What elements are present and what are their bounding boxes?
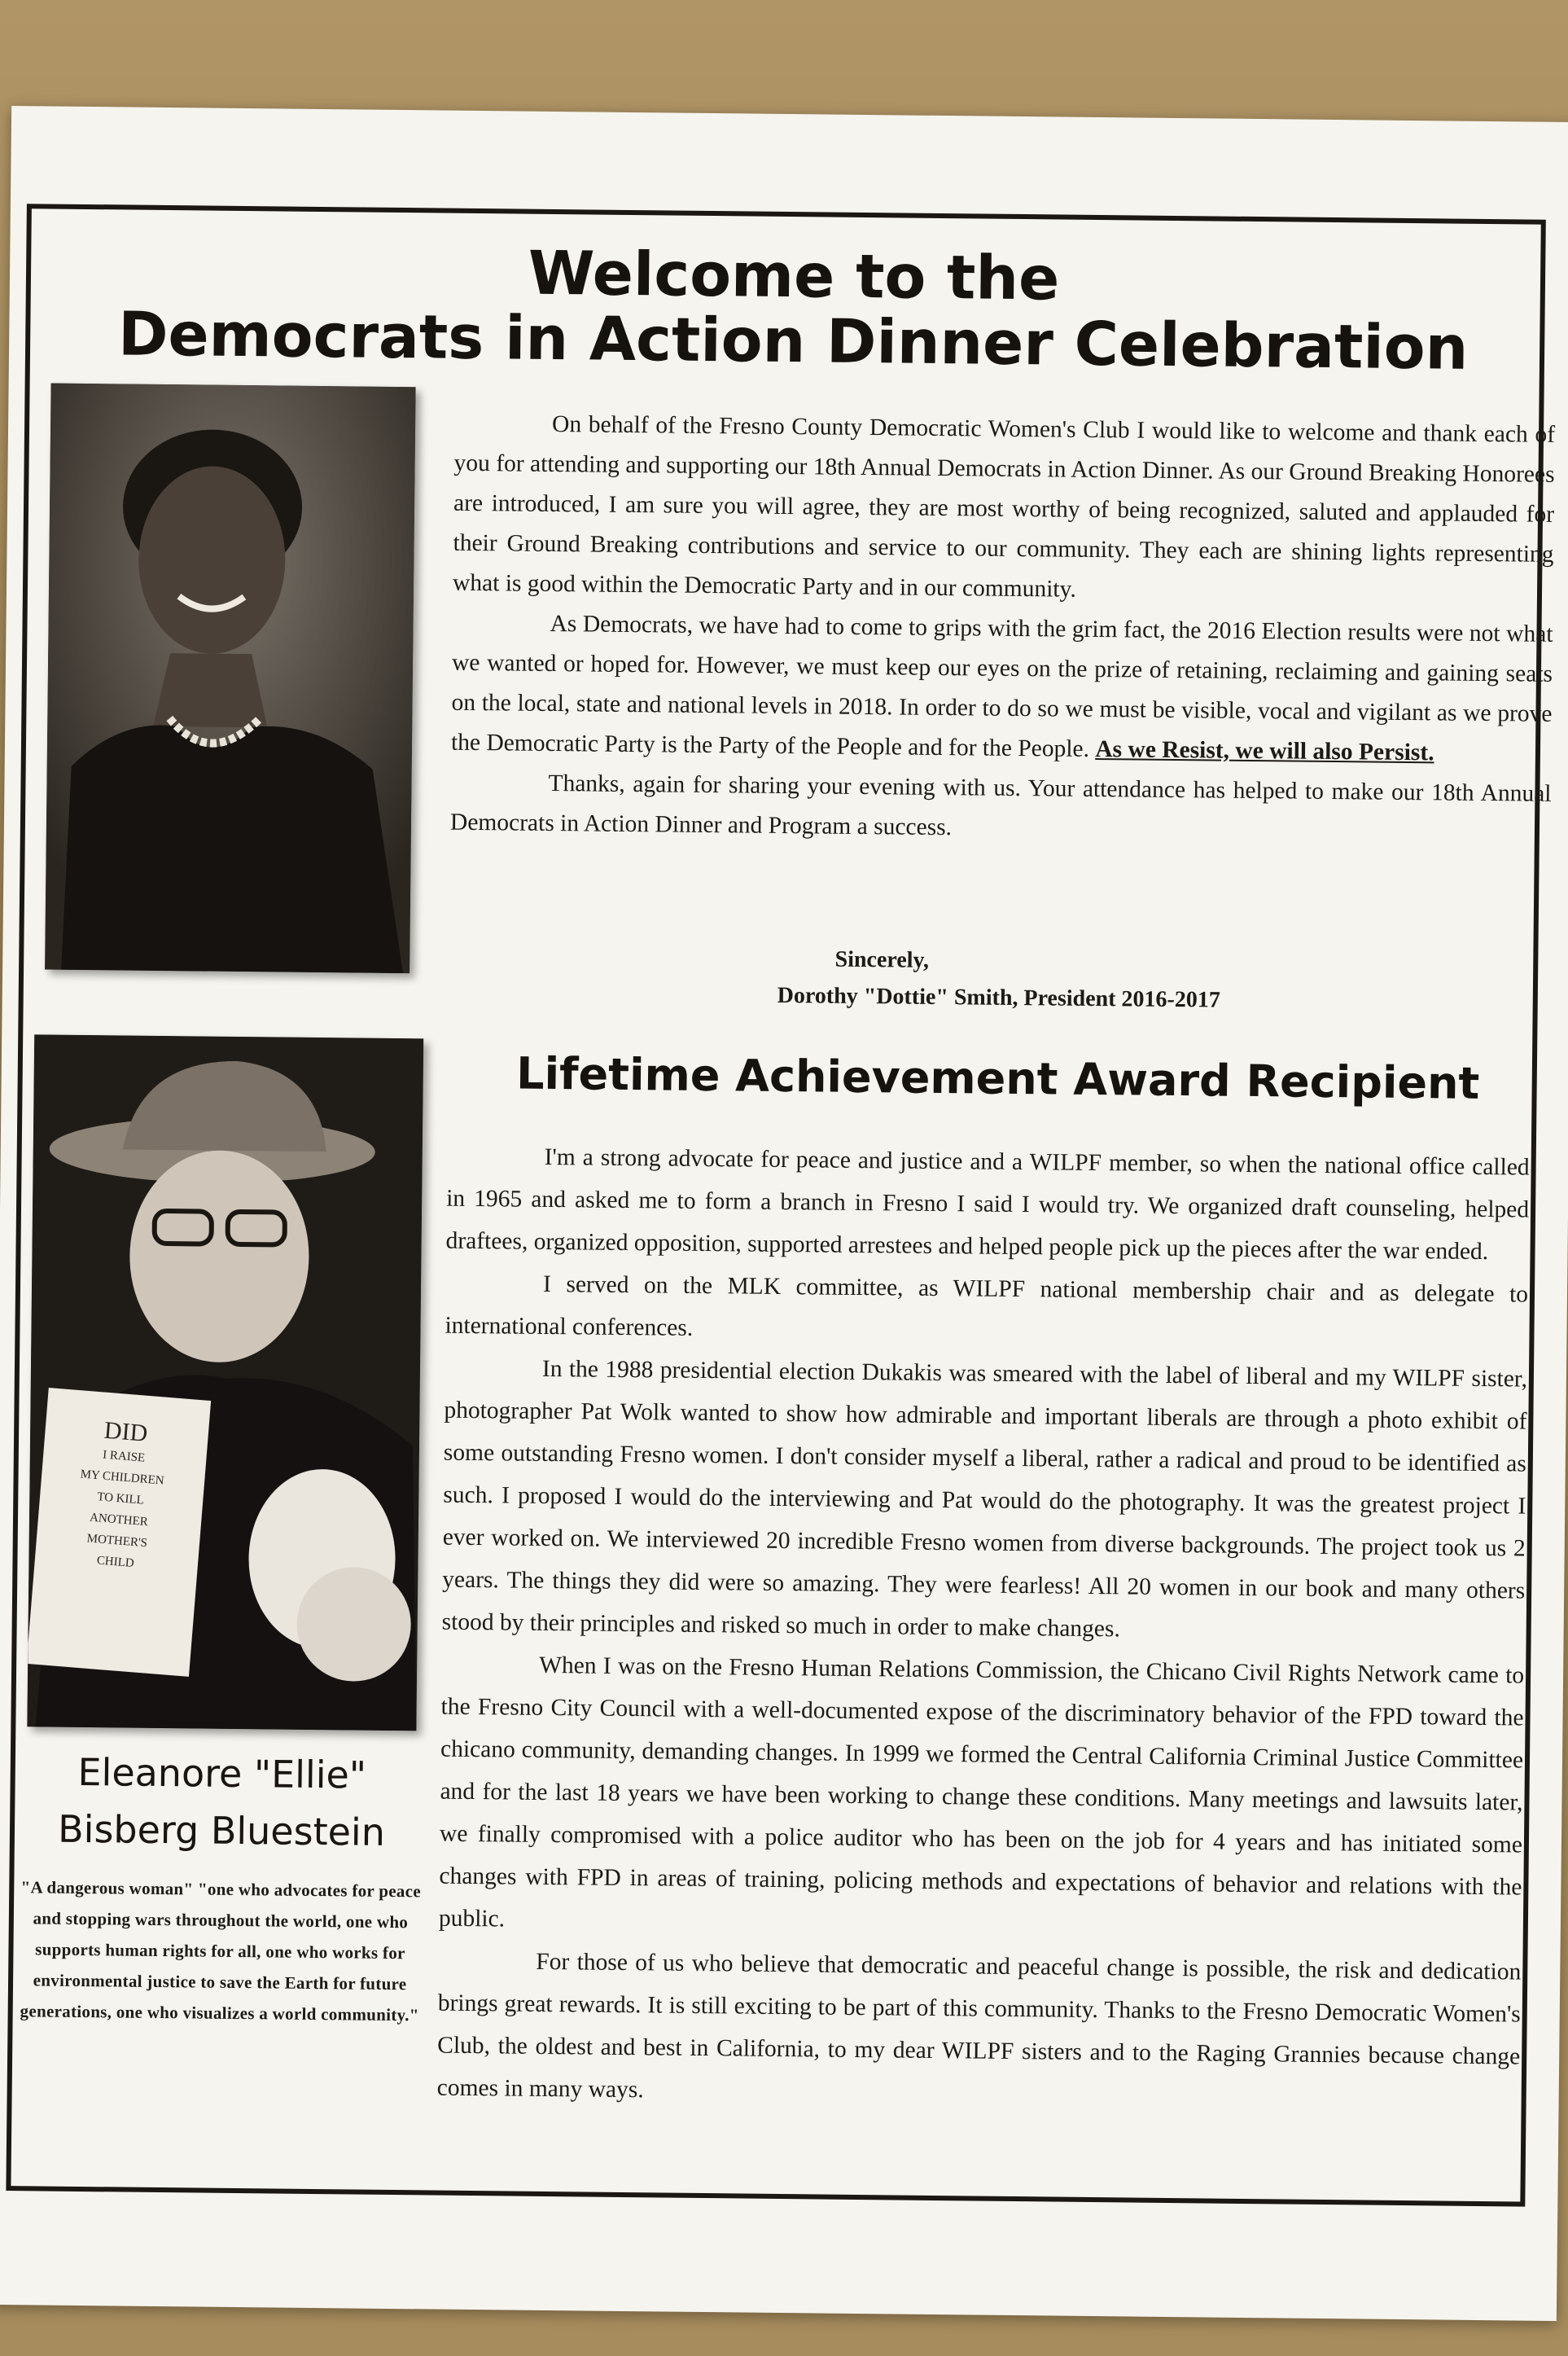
recipient-image: [27, 1034, 423, 1731]
letter-paragraph-text: As Democrats, we have had to come to grips with the grim fact, the 2016 Election results were not what we wanted or hoped for. However, we must keep our eyes on the prize of retaining, reclaiming and gaining seats on the local, state and national levels in 2018. In order to do so we must be visible, vocal and vigilant as we prove the Democratic Party is the Party of the People and for the People.: [450, 610, 1553, 762]
recipient-statement: [436, 1135, 1529, 2121]
portrait-image: [45, 384, 416, 974]
program-page: [0, 106, 1568, 2321]
title-line-2: Democrats in Action Dinner Celebration: [117, 299, 1469, 384]
book-text-line: I RAISE: [102, 1448, 146, 1465]
page-title: [42, 236, 1546, 382]
title-line-1: Welcome to the: [528, 238, 1060, 314]
letter-paragraph: [451, 603, 1553, 774]
recipient-name-line-1: Eleanore "Ellie": [77, 1749, 367, 1797]
book-text-line: MOTHER'S: [86, 1532, 148, 1551]
welcome-letter: [450, 404, 1556, 854]
book-cover-text: [42, 1413, 200, 1579]
award-heading: Lifetime Achievement Award Recipient: [515, 1047, 1480, 1109]
recipient-quote: "A dangerous woman" "one who advocates for peace and stopping wars throughout the world, one who supports human rights for all, one who works for environmental justice to save the Earth for future generations, one who visualizes a world community.": [20, 1877, 422, 2025]
recipient-name: [18, 1743, 426, 1861]
statement-paragraph: I served on the MLK committee, as WILPF national membership chair and as delegate to international conferences.: [445, 1270, 1529, 1341]
statement-paragraph: When I was on the Fresno Human Relations Commission, the Chicano Civil Rights Network came to the Fresno City Council with a well-documented expose of the discriminatory behavior of the FPD toward the chicano community, demanding changes. In 1999 we formed the Central California Criminal Justice Committee and for the last 18 years we have been working to change these conditions. Many meetings and lawsuits later, we finally compromised with a police auditor who has been on the job for 4 years and has initiated some changes with FPD in areas of training, policing methods and expectations of behavior and relations with the public.: [438, 1652, 1525, 1933]
letter-paragraph: Thanks, again for sharing your evening with us. Your attendance has helped to make our 18th Annual Democrats in Action Dinner and Program a success.: [449, 770, 1552, 841]
book-text-line: DID: [103, 1416, 149, 1447]
recipient-photo: [27, 1034, 423, 1731]
book-text-line: TO KILL: [96, 1490, 145, 1507]
statement-paragraph: For those of us who believe that democratic and peaceful change is possible, the risk and dedication brings great rewards. It is still exciting to be part of this community. Thanks to the Fresno Democratic Women's Club, the oldest and best in California, to my dear WILPF sisters and to the Raging Grannies because change comes in many ways.: [436, 1948, 1522, 2104]
letter-closing: Sincerely,: [834, 946, 930, 973]
book-text-line: MY CHILDREN: [80, 1468, 165, 1488]
recipient-name-line-2: Bisberg Bluestein: [57, 1806, 386, 1854]
book-text-line: ANOTHER: [89, 1511, 149, 1529]
letter-paragraph: On behalf of the Fresno County Democratic Women's Club I would like to welcome and thank each of you for attending and supporting our 18th Annual Democrats in Action Dinner. As our Ground Breaking Honorees are introduced, I am sure you will agree, they are most worthy of being recognized, saluted and applauded for their Ground Breaking contributions and service to our community. They each are shining lights representing what is good within the Democratic Party and in our community.: [452, 410, 1556, 603]
book-text-line: CHILD: [96, 1554, 135, 1571]
statement-paragraph: In the 1988 presidential election Dukakis was smeared with the label of liberal and my WILPF sister, photographer Pat Wolk wanted to show how admirable and important liberals are through a photo exhibit of some outstanding Fresno women. I don't consider myself a liberal, rather a radical and proud to be identified as such. I proposed I would do the interviewing and Pat would do the photography. It was the greatest project I ever worked on. We interviewed 20 incredible Fresno women from diverse backgrounds. The project took us 2 years. The things they did were so amazing. They were fearless! All 20 women in our book and many others stood by their principles and risked so much in order to make changes.: [441, 1355, 1528, 1643]
statement-paragraph: I'm a strong advocate for peace and justice and a WILPF member, so when the national office called in 1965 and asked me to form a branch in Fresno I said I would try. We organized draft counseling, helped draftees, organized opposition, supported arrestees and helped people pick up the pieces after the war ended.: [445, 1143, 1530, 1266]
letter-signature: Dorothy "Dottie" Smith, President 2016-2017: [777, 982, 1220, 1013]
persist-slogan: As we Resist, we will also Persist.: [1095, 735, 1434, 766]
president-portrait-photo: [45, 384, 416, 974]
